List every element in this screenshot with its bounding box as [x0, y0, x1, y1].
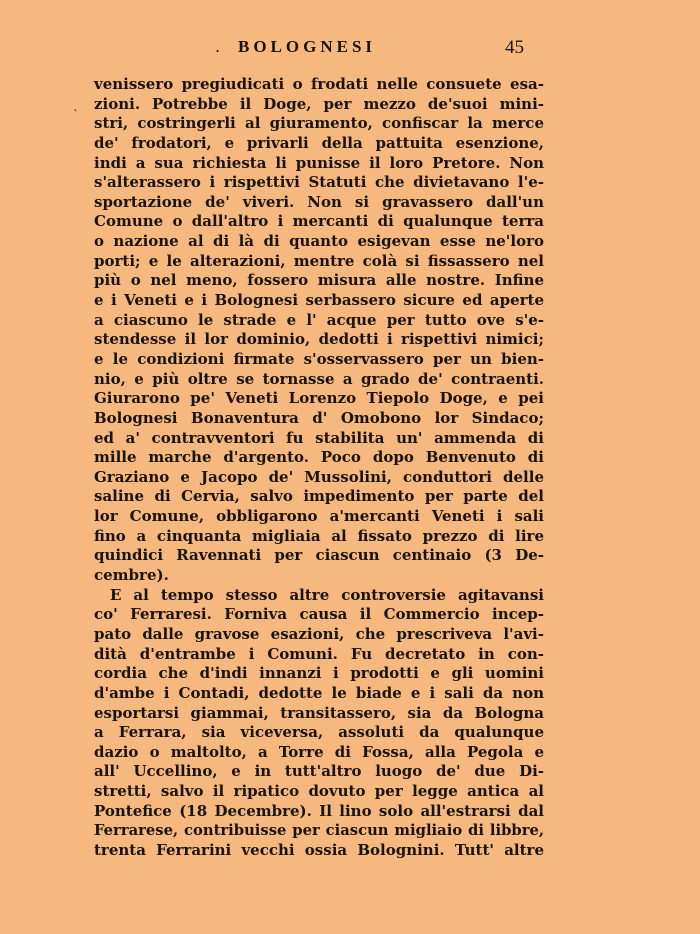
header-dot: .: [215, 37, 221, 56]
text-line: lor Comune, obbligarono a'mercanti Veneti i sali: [94, 507, 544, 526]
text-line: dazio o maltolto, a Torre di Fossa, alla Pegola e: [94, 742, 544, 761]
text-line: quindici Ravennati per ciascun centinaio (3 De-: [94, 546, 544, 565]
text-line: Pontefice (18 Decembre). Il lino solo all'estrarsi dal: [94, 801, 544, 820]
margin-mark: `: [73, 108, 79, 122]
text-line: a ciascuno le strade e l' acque per tutto ove s'e-: [94, 310, 544, 329]
text-line: Ferrarese, contribuisse per ciascun migliaio di libbre,: [94, 822, 544, 840]
text-line: pato dalle gravose esazioni, che prescriveva l'avi-: [94, 624, 544, 643]
text-line: s'alterassero i rispettivi Statuti che divietavano l'e-: [94, 173, 544, 192]
text-line: de' frodatori, e privarli della pattuita esenzione,: [94, 133, 544, 152]
body-text: [94, 75, 544, 861]
text-line: fino a cinquanta migliaia al fissato prezzo di lire: [94, 526, 544, 545]
text-line: o nazione al di là di quanto esigevan esse ne'loro: [94, 232, 544, 251]
text-line: sportazione de' viveri. Non si gravassero dall'un: [94, 192, 544, 211]
text-line: cordia che d'indi innanzi i prodotti e gli uomini: [94, 664, 544, 683]
text-line: stretti, salvo il ripatico dovuto per legge antica al: [94, 782, 544, 801]
text-line: porti; e le alterazioni, mentre colà si fissassero nel: [94, 251, 544, 270]
text-line: esportarsi giammai, transitassero, sia da Bologna: [94, 703, 544, 722]
text-line: dità d'entrambe i Comuni. Fu decretato in con-: [94, 644, 544, 663]
text-line: d'ambe i Contadi, dedotte le biade e i sali da non: [94, 683, 544, 702]
text-line: e le condizioni firmate s'osservassero per un bien-: [94, 349, 544, 368]
text-line: più o nel meno, fossero misura alle nostre. Infine: [94, 271, 544, 290]
text-line: saline di Cervia, salvo impedimento per parte del: [94, 487, 544, 506]
text-line: a Ferrara, sia viceversa, assoluti da qualunque: [94, 723, 544, 742]
text-line: zioni. Potrebbe il Doge, per mezzo de'suoi mini-: [94, 94, 544, 113]
text-line: trenta Ferrarini vecchi ossia Bolognini. Tutt' altre: [94, 840, 544, 859]
page-number: 45: [505, 37, 524, 58]
text-line: all' Uccellino, e in tutt'altro luogo de' due Di-: [94, 762, 544, 781]
text-line: Graziano e Jacopo de' Mussolini, conduttori delle: [94, 467, 544, 486]
paragraph-end-line: cembre).: [94, 566, 169, 585]
text-line: stendesse il lor dominio, dedotti i rispettivi nimici;: [94, 330, 544, 349]
text-line: mille marche d'argento. Poco dopo Benvenuto di: [94, 448, 544, 467]
text-line: nio, e più oltre se tornasse a grado de' contraenti.: [94, 369, 544, 388]
paragraph-first-line: E al tempo stesso altre controversie agitavansi: [110, 585, 544, 604]
text-line: e i Veneti e i Bolognesi serbassero sicure ed aperte: [94, 291, 544, 310]
text-line: stri, costringerli al giuramento, confiscar la merce: [94, 114, 544, 133]
text-line: Comune o dall'altro i mercanti di qualunque terra: [94, 212, 544, 231]
running-title: BOLOGNESI: [238, 37, 377, 56]
text-line: venissero pregiudicati o frodati nelle consuete esa-: [94, 75, 544, 93]
text-line: co' Ferraresi. Forniva causa il Commercio incep-: [94, 605, 544, 624]
running-head: [0, 37, 700, 63]
text-line: Giurarono pe' Veneti Lorenzo Tiepolo Doge, e pei: [94, 389, 544, 408]
text-line: indi a sua richiesta li punisse il loro Pretore. Non: [94, 153, 544, 172]
text-line: Bolognesi Bonaventura d' Omobono lor Sindaco;: [94, 408, 544, 427]
text-line: ed a' contravventori fu stabilita un' ammenda di: [94, 428, 544, 447]
